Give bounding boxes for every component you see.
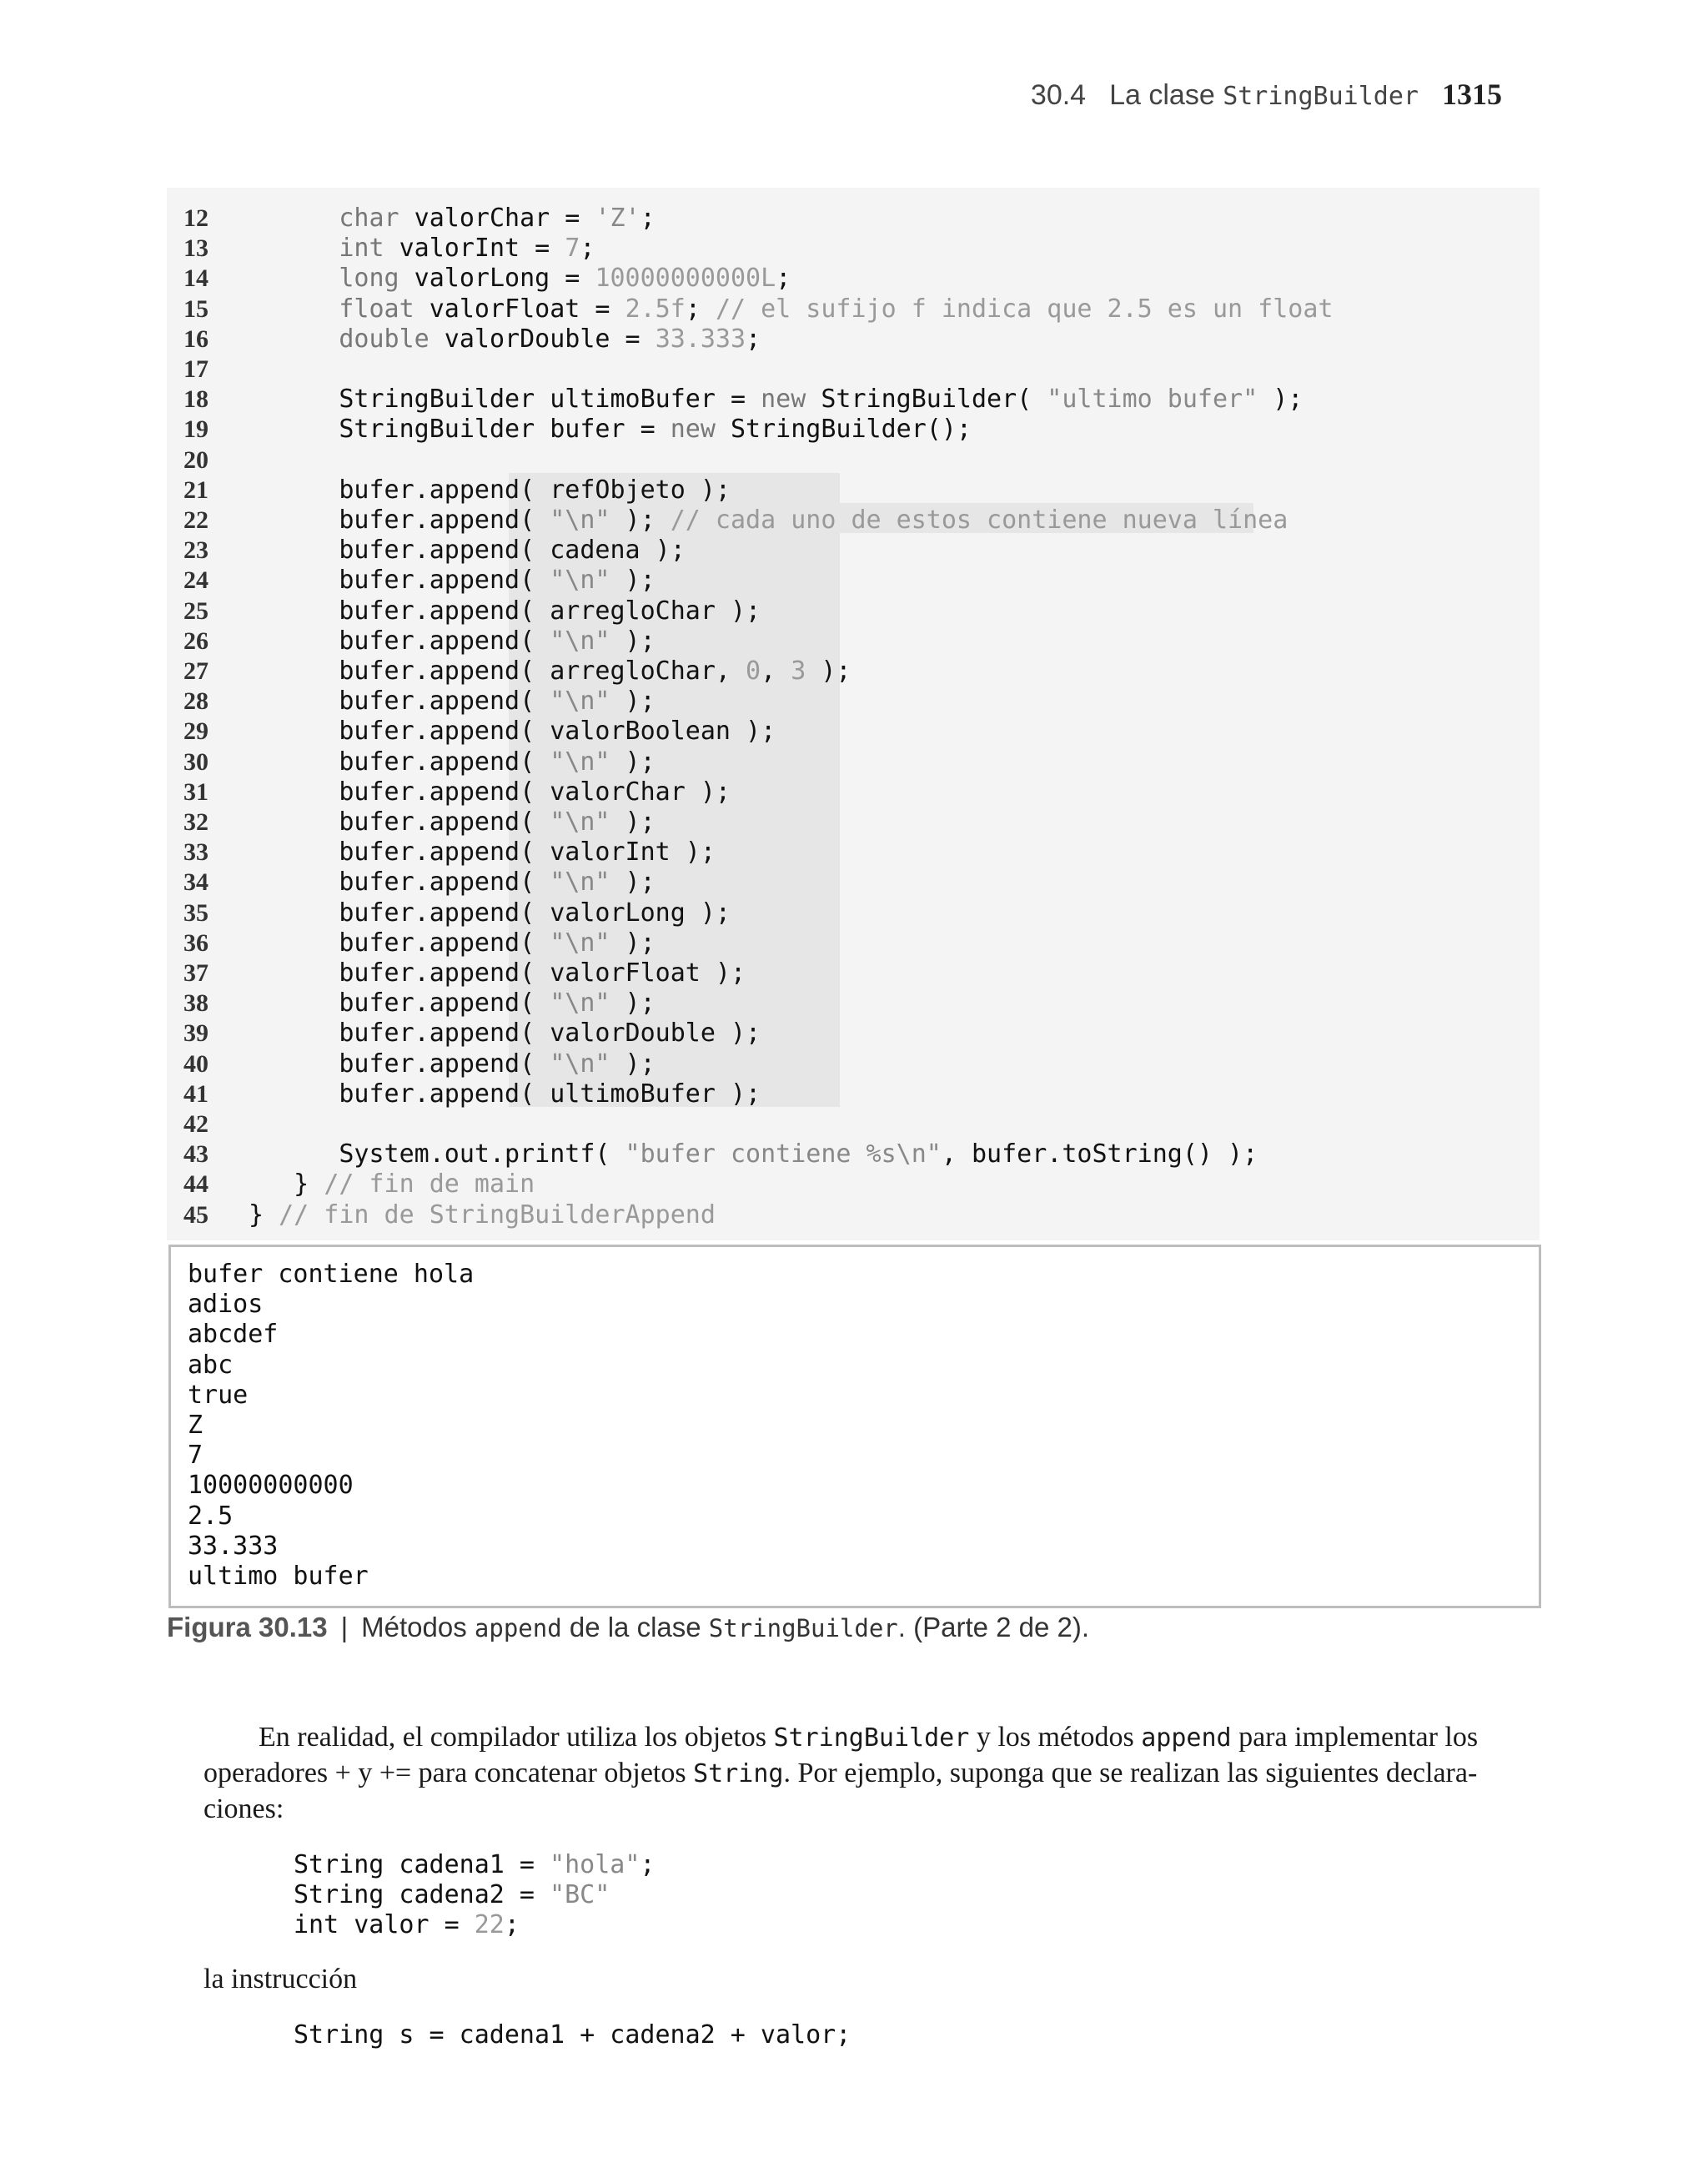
line-number: 43	[183, 1140, 208, 1169]
code-source	[249, 324, 761, 355]
line-number: 37	[183, 959, 208, 987]
code-text: StringBuilder();	[715, 415, 972, 445]
code-text: bufer.append(	[249, 807, 550, 837]
code-source	[249, 1019, 761, 1049]
paragraph-text: En realidad, el compilador utiliza los objetos	[259, 1722, 774, 1753]
code-number: 10000000000L	[595, 264, 776, 294]
code-text: );	[610, 566, 656, 596]
code-comment: // cada uno de estos contiene nueva línea	[670, 506, 1289, 535]
code-string: "\n"	[550, 988, 610, 1019]
code-comment: // fin de main	[324, 1169, 535, 1200]
code-text: bufer.append(	[249, 928, 550, 958]
output-line: abc	[188, 1350, 234, 1380]
code-text: valorDouble =	[429, 324, 656, 354]
line-number: 17	[183, 355, 208, 383]
code-string: "ultimo bufer"	[1047, 385, 1258, 415]
page-number: 1315	[1442, 78, 1502, 111]
code-source	[249, 234, 595, 264]
code-text: int valor =	[294, 1910, 475, 1939]
line-number: 19	[183, 415, 208, 444]
code-source	[249, 294, 1333, 324]
code-text: String cadena1 =	[294, 1850, 550, 1879]
code-keyword: float	[339, 294, 414, 324]
code-source	[249, 988, 656, 1019]
code-string: "\n"	[550, 928, 610, 958]
code-text: ;	[640, 1850, 656, 1879]
code-text: );	[610, 807, 656, 837]
code-text: bufer.append( valorLong );	[249, 898, 731, 928]
code-text: bufer.append( cadena );	[249, 536, 686, 566]
code-source	[249, 415, 972, 445]
section-title-code: StringBuilder	[1223, 82, 1419, 111]
paragraph-text: . Por ejemplo, suponga que se realizan las siguientes declara-	[783, 1758, 1478, 1788]
code-string: "\n"	[550, 506, 610, 535]
code-text: );	[610, 988, 656, 1019]
code-text	[249, 234, 339, 263]
code-string: "\n"	[550, 747, 610, 777]
caption-text-1: Métodos	[361, 1612, 475, 1642]
code-source	[249, 475, 731, 506]
code-source	[249, 777, 731, 807]
code-text: bufer.append(	[249, 506, 550, 535]
code-text: bufer.append(	[249, 747, 550, 777]
paragraph-line-1	[203, 1720, 1505, 1756]
code-text: bufer.append(	[249, 626, 550, 656]
output-line: 10000000000	[188, 1471, 354, 1501]
line-number: 14	[183, 264, 208, 293]
code-source	[249, 536, 686, 566]
paragraph-code: String	[693, 1759, 784, 1788]
section-title-prefix: La clase	[1109, 79, 1215, 111]
code-number: 3	[791, 656, 806, 686]
line-number: 40	[183, 1049, 208, 1078]
code-text: StringBuilder bufer =	[249, 415, 671, 445]
code-string: "hola"	[550, 1850, 640, 1879]
paragraph-code: StringBuilder	[773, 1723, 970, 1753]
line-number: 24	[183, 566, 208, 595]
code-text	[249, 204, 339, 233]
line-number: 18	[183, 385, 208, 414]
code-text: );	[1258, 385, 1304, 415]
code-source	[249, 626, 656, 656]
code-keyword: new	[670, 415, 716, 445]
code-source	[249, 837, 716, 868]
output-line: ultimo bufer	[188, 1562, 369, 1591]
code-text: bufer.append( valorDouble );	[249, 1019, 761, 1049]
line-number: 31	[183, 777, 208, 806]
instruction-label: la instrucción	[203, 1964, 358, 1994]
code-comment: // el sufijo f indica que 2.5 es un float	[715, 294, 1334, 324]
line-number: 35	[183, 898, 208, 927]
snippet-line	[294, 1910, 520, 1940]
output-line: abcdef	[188, 1320, 279, 1350]
code-text: bufer.append(	[249, 868, 550, 898]
output-line: 2.5	[188, 1501, 234, 1531]
code-text: bufer.append(	[249, 566, 550, 596]
code-source	[249, 898, 731, 928]
code-text: bufer.append( arregloChar );	[249, 596, 761, 626]
code-number: 0	[746, 656, 761, 686]
line-number: 42	[183, 1110, 208, 1138]
caption-code-2: StringBuilder	[708, 1614, 898, 1642]
code-text	[249, 264, 339, 293]
line-number: 36	[183, 928, 208, 957]
code-text: StringBuilder ultimoBufer =	[249, 385, 761, 415]
code-text: ;	[580, 234, 595, 264]
line-number: 25	[183, 596, 208, 625]
code-text: ;	[504, 1910, 520, 1939]
line-number: 23	[183, 536, 208, 565]
code-text: valorFloat =	[414, 294, 625, 324]
code-string: "\n"	[550, 687, 610, 717]
output-line: 33.333	[188, 1531, 279, 1561]
snippet-line	[294, 1880, 610, 1910]
code-text: );	[610, 626, 656, 656]
paragraph-text: operadores + y += para concatenar objetos	[203, 1758, 694, 1788]
caption-text-2: de la clase	[561, 1612, 709, 1642]
body-paragraph	[203, 1720, 1505, 1827]
output-line: adios	[188, 1290, 264, 1320]
code-text: String cadena2 =	[294, 1880, 550, 1909]
code-text: StringBuilder(	[806, 385, 1047, 415]
code-text: bufer.append( refObjeto );	[249, 475, 731, 505]
paragraph-line-2	[203, 1756, 1505, 1792]
line-number: 39	[183, 1019, 208, 1048]
line-number: 21	[183, 475, 208, 504]
output-line: Z	[188, 1411, 203, 1440]
snippet-line	[294, 1850, 655, 1880]
line-number: 22	[183, 506, 208, 534]
figure-label: Figura 30.13	[167, 1612, 328, 1642]
code-source	[249, 264, 791, 294]
code-text: );	[610, 747, 656, 777]
line-number: 41	[183, 1079, 208, 1108]
code-text: valorChar =	[399, 204, 595, 233]
code-text: ;	[685, 294, 716, 324]
line-number: 29	[183, 717, 208, 746]
code-text: bufer.append( valorChar );	[249, 777, 731, 807]
paragraph-code: append	[1141, 1723, 1232, 1753]
caption-code-1: append	[474, 1614, 562, 1642]
line-number: 30	[183, 747, 208, 776]
code-number: 2.5f	[625, 294, 686, 324]
code-text: bufer.append( valorFloat );	[249, 958, 746, 988]
code-text: );	[610, 868, 656, 898]
paragraph-text: para implementar los	[1231, 1722, 1479, 1753]
code-text: );	[610, 506, 671, 535]
line-number: 16	[183, 324, 208, 353]
line-number: 32	[183, 808, 208, 836]
running-header	[1031, 77, 1502, 112]
line-number: 15	[183, 294, 208, 323]
code-text: }	[249, 1169, 324, 1200]
code-text: bufer.append( ultimoBufer );	[249, 1079, 761, 1109]
code-source	[249, 1200, 716, 1230]
code-string: 'Z'	[595, 204, 640, 233]
code-text: bufer.append( valorInt );	[249, 837, 716, 868]
line-number: 28	[183, 687, 208, 716]
line-number: 45	[183, 1200, 208, 1229]
paragraph-line-3: ciones:	[203, 1793, 284, 1824]
line-number: 33	[183, 838, 208, 867]
code-source	[249, 1169, 535, 1200]
code-text: );	[610, 1049, 656, 1079]
code-source	[249, 747, 656, 777]
code-text: ,	[761, 656, 791, 686]
code-text: bufer.append( arregloChar,	[249, 656, 746, 686]
line-number: 27	[183, 657, 208, 685]
program-output-box	[168, 1245, 1541, 1608]
code-number: 7	[565, 234, 580, 264]
caption-text-3: . (Parte 2 de 2).	[897, 1612, 1090, 1642]
code-keyword: long	[339, 264, 399, 294]
code-text: );	[610, 687, 656, 717]
code-string: "\n"	[550, 566, 610, 596]
code-source	[249, 1049, 656, 1079]
code-source	[249, 958, 746, 988]
code-source	[249, 385, 1303, 415]
code-text: valorInt =	[384, 234, 565, 264]
section-number: 30.4	[1030, 79, 1087, 111]
caption-separator: |	[340, 1612, 349, 1642]
code-source	[249, 807, 656, 837]
code-comment: // fin de StringBuilderAppend	[279, 1200, 716, 1230]
code-source	[249, 656, 851, 687]
code-string: "\n"	[550, 807, 610, 837]
figure-caption	[167, 1612, 1089, 1643]
code-string: "BC"	[550, 1880, 610, 1909]
code-string: "\n"	[550, 1049, 610, 1079]
code-source	[249, 1139, 1258, 1169]
line-number: 26	[183, 626, 208, 655]
output-line: 7	[188, 1441, 203, 1471]
output-line: bufer contiene hola	[188, 1260, 475, 1289]
code-source	[249, 506, 1288, 536]
code-source	[249, 1079, 761, 1109]
line-number: 12	[183, 204, 208, 232]
code-keyword: char	[339, 204, 399, 233]
code-text: }	[249, 1200, 279, 1230]
code-number: 22	[474, 1910, 505, 1939]
code-string: "\n"	[550, 626, 610, 656]
code-source	[249, 204, 656, 234]
line-number: 34	[183, 868, 208, 897]
code-text: bufer.append( valorBoolean );	[249, 717, 776, 747]
code-source	[249, 928, 656, 958]
code-text: , bufer.toString() );	[941, 1139, 1258, 1169]
code-source	[249, 566, 656, 596]
line-number: 20	[183, 445, 208, 474]
code-keyword: double	[339, 324, 430, 354]
line-number: 13	[183, 234, 208, 263]
code-text	[249, 324, 339, 354]
instruction-snippet: String s = cadena1 + cadena2 + valor;	[294, 2020, 851, 2050]
code-number: 33.333	[655, 324, 746, 354]
code-source	[249, 868, 656, 898]
paragraph-text: y los métodos	[969, 1722, 1142, 1753]
code-text: bufer.append(	[249, 687, 550, 717]
code-string: "bufer contiene %s\n"	[625, 1139, 942, 1169]
code-keyword: new	[761, 385, 806, 415]
code-text: ;	[776, 264, 791, 294]
code-source	[249, 687, 656, 717]
line-number: 38	[183, 989, 208, 1018]
code-text: );	[806, 656, 851, 686]
code-text: ;	[640, 204, 656, 233]
code-text	[249, 294, 339, 324]
code-text: System.out.printf(	[249, 1139, 625, 1169]
code-text: );	[610, 928, 656, 958]
code-source	[249, 596, 761, 626]
code-text: bufer.append(	[249, 988, 550, 1019]
code-source	[249, 717, 776, 747]
code-string: "\n"	[550, 868, 610, 898]
code-text: bufer.append(	[249, 1049, 550, 1079]
code-text: valorLong =	[399, 264, 595, 294]
output-line: true	[188, 1380, 249, 1410]
line-number: 44	[183, 1170, 208, 1199]
code-keyword: int	[339, 234, 384, 264]
code-text: ;	[746, 324, 761, 354]
